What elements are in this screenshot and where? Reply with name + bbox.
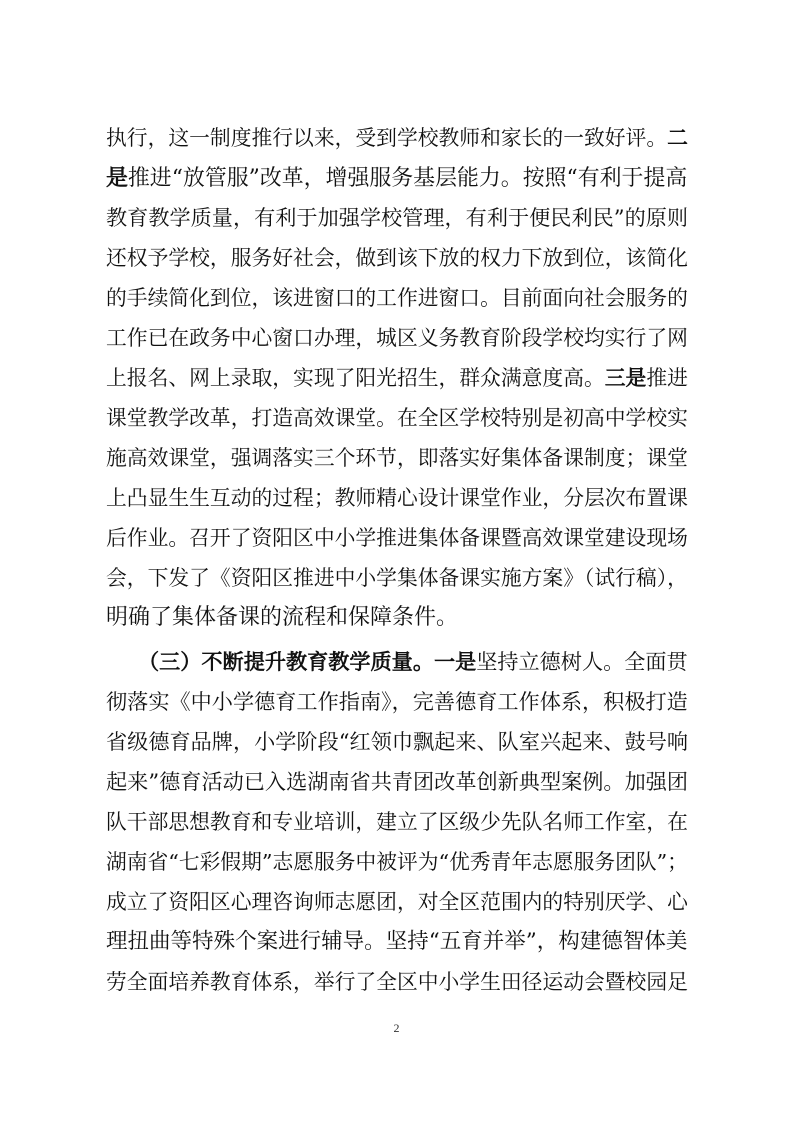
text-run: 上凸显生生互动的过程；教师精心设计课堂作业，分层次布置课	[106, 486, 688, 510]
text-run: 彻落实《中小学德育工作指南》，完善德育工作体系，积极打造	[106, 689, 688, 714]
text-line	[106, 278, 688, 318]
text-line	[106, 882, 688, 922]
text-line	[106, 238, 688, 278]
text-line	[106, 158, 688, 198]
text-run: 的手续简化到位，该进窗口的工作进窗口。目前面向社会服务的	[106, 286, 688, 310]
text-run: 会，下发了《资阳区推进中小学集体备课实施方案》（试行稿），	[106, 566, 688, 590]
page-number: 2	[393, 1021, 400, 1035]
text-run: 坚持立德树人。全面贯	[476, 649, 688, 674]
text-run: 成立了资阳区心理咨询师志愿团，对全区范围内的特别厌学、心	[106, 890, 688, 914]
text-line	[106, 922, 688, 962]
text-line	[106, 398, 688, 438]
text-run: 推进“放管服”改革，增强服务基层能力。按照“有利于提高	[127, 166, 688, 191]
text-run: 起来”德育活动已入选湖南省共青团改革创新典型案例。加强团	[106, 769, 689, 794]
text-run: 上报名、网上录取，实现了阳光招生，群众满意度高。	[106, 366, 605, 390]
text-line	[106, 842, 688, 882]
text-line	[106, 478, 688, 518]
text-line	[106, 762, 688, 802]
text-line	[106, 358, 688, 398]
bold-text-run: 三是	[604, 365, 647, 390]
text-run: 省级德育品牌，小学阶段“红领巾飘起来、队室兴起来、鼓号响	[106, 729, 689, 754]
text-run: 课堂教学改革，打造高效课堂。在全区学校特别是初高中学校实	[106, 406, 688, 430]
text-run: 执行，这一制度推行以来，受到学校教师和家长的一致好评。	[106, 126, 668, 150]
bold-text-run: 一是	[433, 649, 477, 674]
text-run: 工作已在政务中心窗口办理，城区义务教育阶段学校均实行了网	[106, 326, 688, 350]
text-run: 还权予学校，服务好社会，做到该下放的权力下放到位，该简化	[106, 246, 688, 270]
text-line	[106, 962, 688, 1002]
text-line	[106, 722, 688, 762]
text-line	[106, 118, 688, 158]
text-line	[106, 318, 688, 358]
bold-text-run: 是	[106, 165, 128, 191]
text-line	[106, 198, 688, 238]
text-line	[106, 802, 688, 842]
bold-text-run: （三）不断提升教育教学质量。	[138, 649, 434, 674]
text-run: 教育教学质量，有利于加强学校管理，有利于便民利民”的原则	[106, 205, 689, 230]
text-run: 后作业。召开了资阳区中小学推进集体备课暨高效课堂建设现场	[106, 526, 688, 550]
text-run: 队干部思想教育和专业培训，建立了区级少先队名师工作室，在	[106, 810, 688, 834]
text-line	[106, 598, 688, 638]
text-run: 明确了集体备课的流程和保障条件。	[106, 605, 459, 630]
text-line	[106, 682, 688, 722]
bold-text-run: 二	[667, 125, 688, 150]
text-run: 劳全面培养教育体系，举行了全区中小学生田径运动会暨校园足	[106, 970, 688, 994]
text-line	[138, 642, 688, 682]
text-line	[106, 438, 688, 478]
text-run: 理扭曲等特殊个案进行辅导。坚持“五育并举”，构建德智体美	[106, 929, 688, 954]
text-run: 施高效课堂，强调落实三个环节，即落实好集体备课制度；课堂	[106, 446, 688, 470]
text-run: 湖南省“七彩假期”志愿服务中被评为“优秀青年志愿服务团队”；	[106, 850, 688, 874]
text-run: 推进	[646, 366, 688, 390]
text-line	[106, 518, 688, 558]
text-line	[106, 558, 688, 598]
